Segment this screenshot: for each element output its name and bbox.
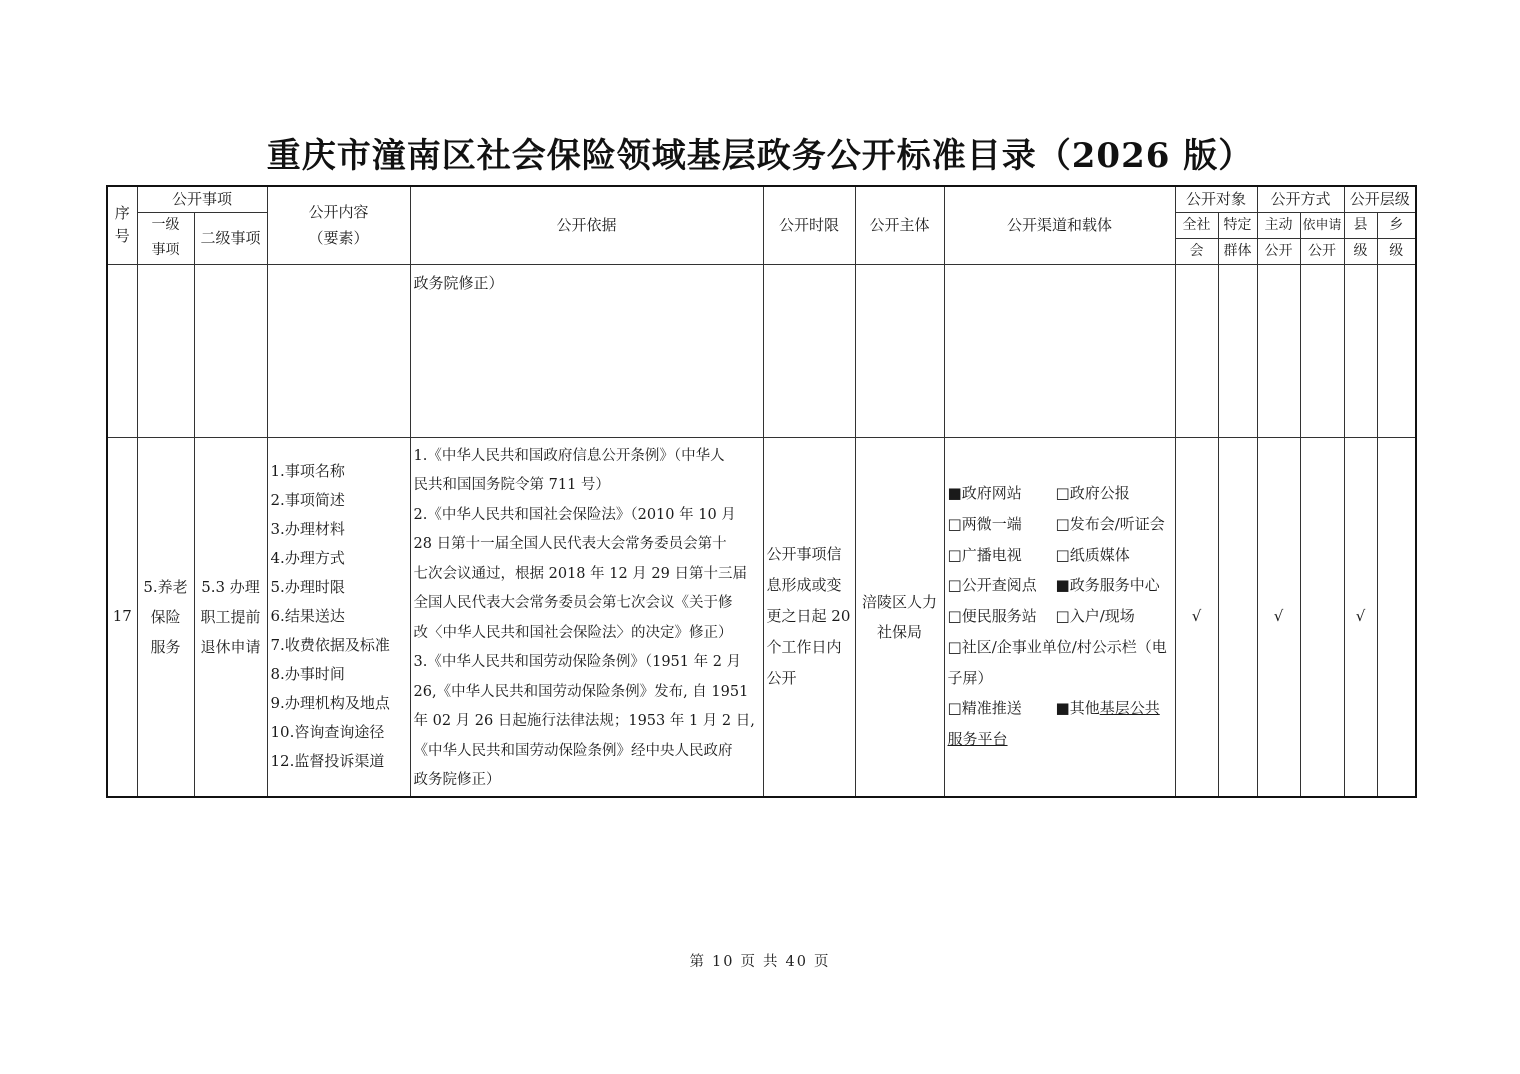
catalog-table <box>106 185 1417 798</box>
header-seq: 序 号 <box>107 186 137 264</box>
header-level: 公开层级 <box>1344 186 1416 212</box>
header-method-request-2: 公开 <box>1300 238 1344 264</box>
channel-other: ■其他 <box>1055 699 1100 718</box>
row-level2: 5.3 办理 职工提前 退休申请 <box>194 437 267 797</box>
page-title: 重庆市潼南区社会保险领域基层政务公开标准目录（2026 版） <box>266 136 1254 176</box>
channel-gov-gazette: □政府公报 <box>1055 483 1130 502</box>
check-level-county: √ <box>1344 437 1377 797</box>
header-method-active-1: 主动 <box>1257 212 1300 238</box>
header-matter: 公开事项 <box>137 186 267 212</box>
channel-wechat-weibo: □两微一端 <box>947 514 1022 533</box>
channel-bulletin-board-cont: 子屏） <box>947 668 993 687</box>
page-number: 10 <box>712 954 735 970</box>
check-target-all: √ <box>1175 437 1218 797</box>
row-time-limit: 公开事项信 息形成或变 更之日起 20 个工作日内 公开 <box>763 437 855 797</box>
channel-gov-website: ■政府网站 <box>947 483 1022 502</box>
header-level-county-2: 级 <box>1344 238 1377 264</box>
check-target-specific <box>1218 437 1257 797</box>
header-level-town-1: 乡 <box>1377 212 1416 238</box>
check-level-town <box>1377 437 1416 797</box>
header-level1: 一级 事项 <box>137 212 194 264</box>
header-level2: 二级事项 <box>194 212 267 264</box>
row-level1: 5.养老 保险 服务 <box>137 437 194 797</box>
header-time-limit: 公开时限 <box>763 186 855 264</box>
channel-reading-point: □公开查阅点 <box>947 576 1037 595</box>
page-footer: 第 10 页 共 40 页 <box>689 954 831 970</box>
channel-print-media: □纸质媒体 <box>1055 545 1130 564</box>
page-total: 40 <box>785 954 808 970</box>
channel-other-detail-cont: 服务平台 <box>947 730 1008 749</box>
row-subject: 涪陵区人力 社保局 <box>855 437 944 797</box>
header-target-specific-2: 群体 <box>1218 238 1257 264</box>
header-target: 公开对象 <box>1175 186 1257 212</box>
header-subject: 公开主体 <box>855 186 944 264</box>
check-method-request <box>1300 437 1344 797</box>
header-level-town-2: 级 <box>1377 238 1416 264</box>
row-seq: 17 <box>107 437 137 797</box>
channel-service-station: □便民服务站 <box>947 607 1037 626</box>
channel-service-center: ■政务服务中心 <box>1055 576 1160 595</box>
row-content-list: 1.事项名称 2.事项简述 3.办理材料 4.办理方式 5.办理时限 6.结果送达 7.收费依据及标准 8.办事时间 9.办理机构及地点 10.咨询查询途径 12.监督投诉渠道 <box>267 437 410 797</box>
header-method-active-2: 公开 <box>1257 238 1300 264</box>
basis-continued: 政务院修正） <box>410 264 763 437</box>
table-row-continued <box>107 264 1416 437</box>
channel-precise-push: □精准推送 <box>947 699 1022 718</box>
header-target-all-1: 全社 <box>1175 212 1218 238</box>
table-row <box>107 437 1416 797</box>
row-channels <box>944 437 1175 797</box>
channel-bulletin-board: □社区/企事业单位/村公示栏（电 <box>947 637 1167 656</box>
channel-broadcast: □广播电视 <box>947 545 1022 564</box>
header-target-specific-1: 特定 <box>1218 212 1257 238</box>
header-method-request-1: 依申请 <box>1300 212 1344 238</box>
channel-on-site: □入户/现场 <box>1055 607 1135 626</box>
header-basis: 公开依据 <box>410 186 763 264</box>
row-basis: 1.《中华人民共和国政府信息公开条例》（中华人 民共和国国务院令第 711 号） 2.《中华人民共和国社会保险法》（2010 年 10 月 28 日第十一届全国人民代表大会常务委员会第十 七次会议通过，根据 2018 年 12 月 29 日第十三届 全国人民代表大会常务委员会第七次会议《关于修 改〈中华人民共和国社会保险法〉的决定》修正） 3.《中华人民共和国劳动保险条例》（1951 年 2 月 26,《中华人民共和国劳动保险条例》发布, 自 1951 年 02 月 26 日起施行法律法规；1953 年 1 月 2 日, 《中华人民共和国劳动保险条例》经中央人民政府 政务院修正） <box>410 437 763 797</box>
check-method-active: √ <box>1257 437 1300 797</box>
channel-press-hearing: □发布会/听证会 <box>1055 514 1165 533</box>
header-target-all-2: 会 <box>1175 238 1218 264</box>
header-level-county-1: 县 <box>1344 212 1377 238</box>
header-row-1 <box>107 186 1416 212</box>
header-method: 公开方式 <box>1257 186 1344 212</box>
header-channel: 公开渠道和载体 <box>944 186 1175 264</box>
channel-other-detail: 基层公共 <box>1099 699 1160 718</box>
header-content: 公开内容 （要素） <box>267 186 410 264</box>
